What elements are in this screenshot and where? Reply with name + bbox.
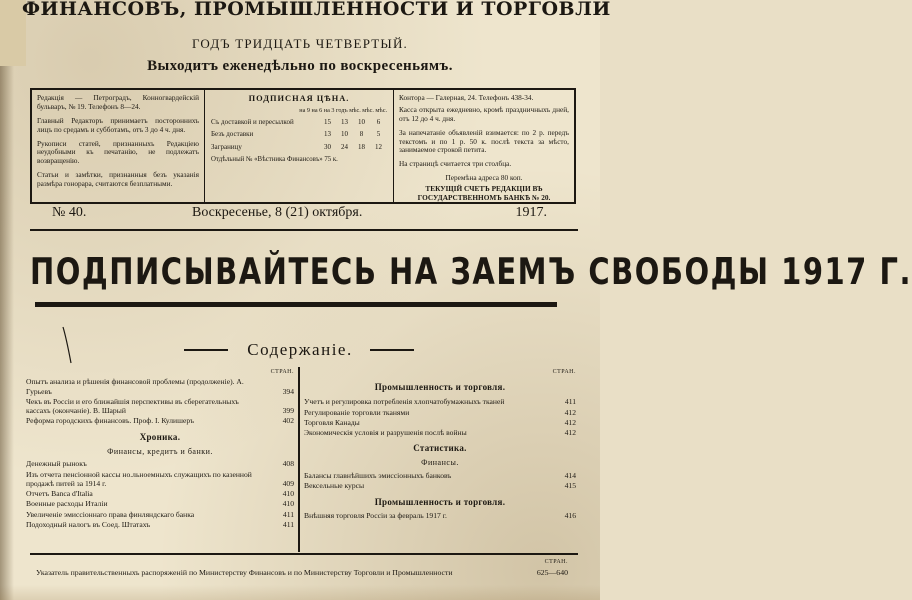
toc-entry[interactable] bbox=[26, 397, 294, 416]
price-value: 13 bbox=[341, 117, 348, 126]
price-header: на 9 на 6 на 3 годъ мѣс. мѣс. мѣс. bbox=[299, 107, 387, 115]
page-bottom-fade bbox=[0, 585, 600, 600]
price-value: 8 bbox=[359, 130, 364, 139]
toc-right-column bbox=[304, 369, 576, 522]
toc-entry[interactable] bbox=[26, 470, 294, 489]
toc-entry-title: Подоходный налогъ въ Соед. Штатахъ bbox=[26, 519, 151, 529]
loan-banner: ПОДПИСЫВАЙТЕСЬ НА ЗАЕМЪ СВОБОДЫ 1917 Г. bbox=[30, 250, 912, 293]
issue-rule bbox=[30, 229, 578, 231]
toc-entry-title: Учетъ и регулировка потребленія хлопчатобумажныхъ тканей bbox=[304, 397, 505, 407]
office-info bbox=[394, 90, 574, 202]
toc-entry-title: Опытъ анализа и рѣшенія финансовой проблемы (продолженіе). А. Гурьевъ bbox=[26, 377, 244, 396]
price-row bbox=[211, 143, 387, 152]
toc-entry-page: 399 bbox=[282, 406, 294, 416]
index-entry-pages: 625—640 bbox=[536, 568, 568, 577]
price-value: 5 bbox=[376, 130, 381, 139]
toc-entry-page: 394 bbox=[282, 386, 294, 396]
cashier-hours: Касса открыта ежедневно, кромѣ праздничныхъ дней, отъ 12 до 4 ч. дня. bbox=[399, 104, 569, 123]
page-column-label: СТРАН. bbox=[544, 559, 568, 565]
toc-entry-page: 412 bbox=[564, 417, 576, 427]
single-issue-price: Отдѣльный № «Вѣстника Финансовъ» 75 к. bbox=[211, 156, 338, 164]
bottom-index-entry[interactable] bbox=[36, 559, 576, 578]
toc-entry[interactable] bbox=[304, 511, 576, 520]
toc-entry[interactable] bbox=[304, 471, 576, 480]
price-value: 30 bbox=[324, 142, 331, 151]
editor-hours: Главный Редакторъ принимаетъ постороннихъ лицъ по средамъ и субботамъ, отъ 3 до 4 ч. дня. bbox=[37, 115, 199, 134]
section-heading: Промышленность и торговля. bbox=[374, 496, 506, 507]
toc-entry-title: Отчетъ Banca d'Italia bbox=[26, 489, 93, 499]
price-value: 24 bbox=[341, 142, 348, 151]
editorial-info bbox=[32, 90, 204, 202]
subsection-heading: Финансы. bbox=[421, 458, 459, 468]
column-divider bbox=[298, 367, 300, 552]
toc-left-column bbox=[26, 369, 294, 530]
toc-title: Содержаніе. bbox=[247, 340, 353, 359]
toc-entry-title: Военные расходы Италіи bbox=[26, 499, 108, 509]
toc-entry[interactable] bbox=[304, 428, 576, 437]
office-address: Контора — Галерная, 24. Телефонъ 438-34. bbox=[399, 93, 534, 102]
price-row bbox=[211, 130, 387, 139]
issue-line bbox=[52, 205, 547, 223]
weekly-line: Выходитъ еженедѣльно по воскресеньямъ. bbox=[147, 58, 453, 74]
section-heading: Промышленность и торговля. bbox=[374, 382, 506, 393]
toc-entry-title: Вексельные курсы bbox=[304, 481, 365, 491]
toc-entry[interactable] bbox=[26, 520, 294, 529]
toc-entry-title: Денежный рынокъ bbox=[26, 459, 87, 469]
toc-entry-title: Экономическія условія и разрушенія послѣ войны bbox=[304, 428, 467, 438]
toc-entry[interactable] bbox=[26, 459, 294, 468]
title-dash-right bbox=[370, 349, 414, 351]
ad-rates: За напечатаніе объявленій взимается: по 2 р. передъ текстомъ и по 1 р. 50 к. послѣ текста за мѣсто, занимаемое строкой петита. bbox=[399, 127, 569, 155]
toc-entry-page: 402 bbox=[282, 416, 294, 426]
toc-entry[interactable] bbox=[304, 481, 576, 490]
section-heading: Хроника. bbox=[139, 431, 181, 442]
toc-entry-page: 415 bbox=[564, 481, 576, 491]
toc-entry-title: Чекъ въ Россіи и его ближайшія перспективы въ сберегательныхъ кассахъ (окончаніе). В. Шарый bbox=[26, 396, 239, 416]
toc-entry-page: 410 bbox=[282, 489, 294, 499]
toc-entry-title: Регулированіе торговли тканями bbox=[304, 407, 410, 417]
price-value: 13 bbox=[324, 130, 331, 139]
columns-note: На страницѣ считается три столбца. bbox=[399, 159, 512, 169]
price-value: 10 bbox=[341, 130, 348, 139]
toc-entry-page: 409 bbox=[282, 478, 294, 488]
masthead-title: ФИНАНСОВЪ, ПРОМЫШЛЕННОСТИ И ТОРГОВЛИ bbox=[22, 0, 611, 20]
address-change-fee: Перемѣна адреса 80 коп. bbox=[445, 173, 523, 183]
toc-entry-page: 412 bbox=[564, 428, 576, 438]
index-entry-title: Указатель правительственныхъ распоряженій по Министерству Финансовъ и по Министерству Торговли и Промышленности bbox=[36, 568, 453, 577]
price-label: Заграницу bbox=[211, 142, 242, 151]
fee-note: Статьи и замѣтки, признанныя безъ указанія размѣра гонорара, считаются безплатными. bbox=[37, 170, 199, 189]
price-value: 15 bbox=[324, 117, 331, 126]
toc-entry[interactable] bbox=[26, 489, 294, 498]
toc-entry[interactable] bbox=[26, 499, 294, 508]
toc-entry-title: Торговля Канады bbox=[304, 417, 360, 427]
toc-entry[interactable] bbox=[304, 418, 576, 427]
issue-number: № 40. bbox=[52, 205, 87, 220]
price-label: Съ доставкой и пересылкой bbox=[211, 117, 294, 126]
price-value: 18 bbox=[358, 142, 365, 151]
issue-year: 1917. bbox=[515, 205, 547, 220]
subsection-heading: Финансы, кредитъ и банки. bbox=[107, 446, 213, 456]
price-value: 10 bbox=[358, 117, 365, 126]
price-row bbox=[211, 118, 387, 127]
toc-entry-page: 410 bbox=[282, 499, 294, 509]
toc-entry-page: 416 bbox=[564, 511, 576, 521]
toc-entry[interactable] bbox=[26, 377, 294, 396]
toc-entry-title: Реформа городскихъ финансовъ. Проф. I. Кулишеръ bbox=[26, 416, 195, 426]
issue-date: Воскресенье, 8 (21) октября. bbox=[192, 205, 363, 220]
bottom-rule bbox=[30, 553, 578, 555]
bank-account: ТЕКУЩІЙ СЧЕТЪ РЕДАКЦІИ ВЪ ГОСУДАРСТВЕННОМЪ БАНКѢ № 20. bbox=[417, 184, 551, 203]
toc-entry[interactable] bbox=[26, 416, 294, 425]
banner-underline bbox=[35, 302, 557, 307]
toc-entry-title: Изъ отчета пенсіонной кассы но.льноемныхъ служащихъ по казенной продажѣ питей за 1914 г. bbox=[26, 469, 252, 488]
toc-entry-page: 408 bbox=[282, 459, 294, 469]
toc-entry-page: 414 bbox=[564, 471, 576, 480]
toc-entry-page: 412 bbox=[564, 407, 576, 417]
price-label: Безъ доставки bbox=[211, 130, 254, 139]
toc-entry-page: 411 bbox=[282, 519, 294, 529]
editorial-address: Редакція — Петроградъ, Конногвардейскій бульваръ, № 19. Телефонъ 8—24. bbox=[37, 93, 199, 111]
year-line: ГОДЪ ТРИДЦАТЬ ЧЕТВЕРТЫЙ. bbox=[192, 36, 408, 51]
page-edge-shadow bbox=[0, 0, 14, 600]
toc-entry-title: Балансы главнѣйшихъ эмиссіонныхъ банковъ bbox=[304, 471, 452, 480]
info-box bbox=[30, 88, 576, 204]
price-value: 6 bbox=[376, 117, 381, 126]
toc-entry[interactable] bbox=[304, 397, 576, 406]
toc-entry-page: 411 bbox=[564, 397, 576, 407]
subscription-prices bbox=[204, 90, 394, 202]
toc-entry-title: Внѣшняя торговля Россіи за февраль 1917 г. bbox=[304, 511, 447, 521]
price-value: 12 bbox=[375, 142, 382, 151]
toc-entry[interactable] bbox=[26, 510, 294, 519]
toc-entry[interactable] bbox=[304, 408, 576, 417]
toc-entry-title: Увеличеніе эмиссіоннаго права финляндскаго банка bbox=[26, 509, 195, 519]
subscription-title: ПОДПИСНАЯ ЦѢНА. bbox=[248, 94, 350, 103]
manuscripts-note: Рукописи статей, признанныхъ Редакціею неудобными къ печатанію, не подлежатъ возвращенію. bbox=[37, 138, 199, 166]
page-column-label: СТРАН. bbox=[270, 369, 294, 375]
page-column-label: СТРАН. bbox=[552, 369, 576, 375]
toc-entry-page: 411 bbox=[282, 509, 294, 519]
section-heading: Статистика. bbox=[413, 443, 467, 454]
